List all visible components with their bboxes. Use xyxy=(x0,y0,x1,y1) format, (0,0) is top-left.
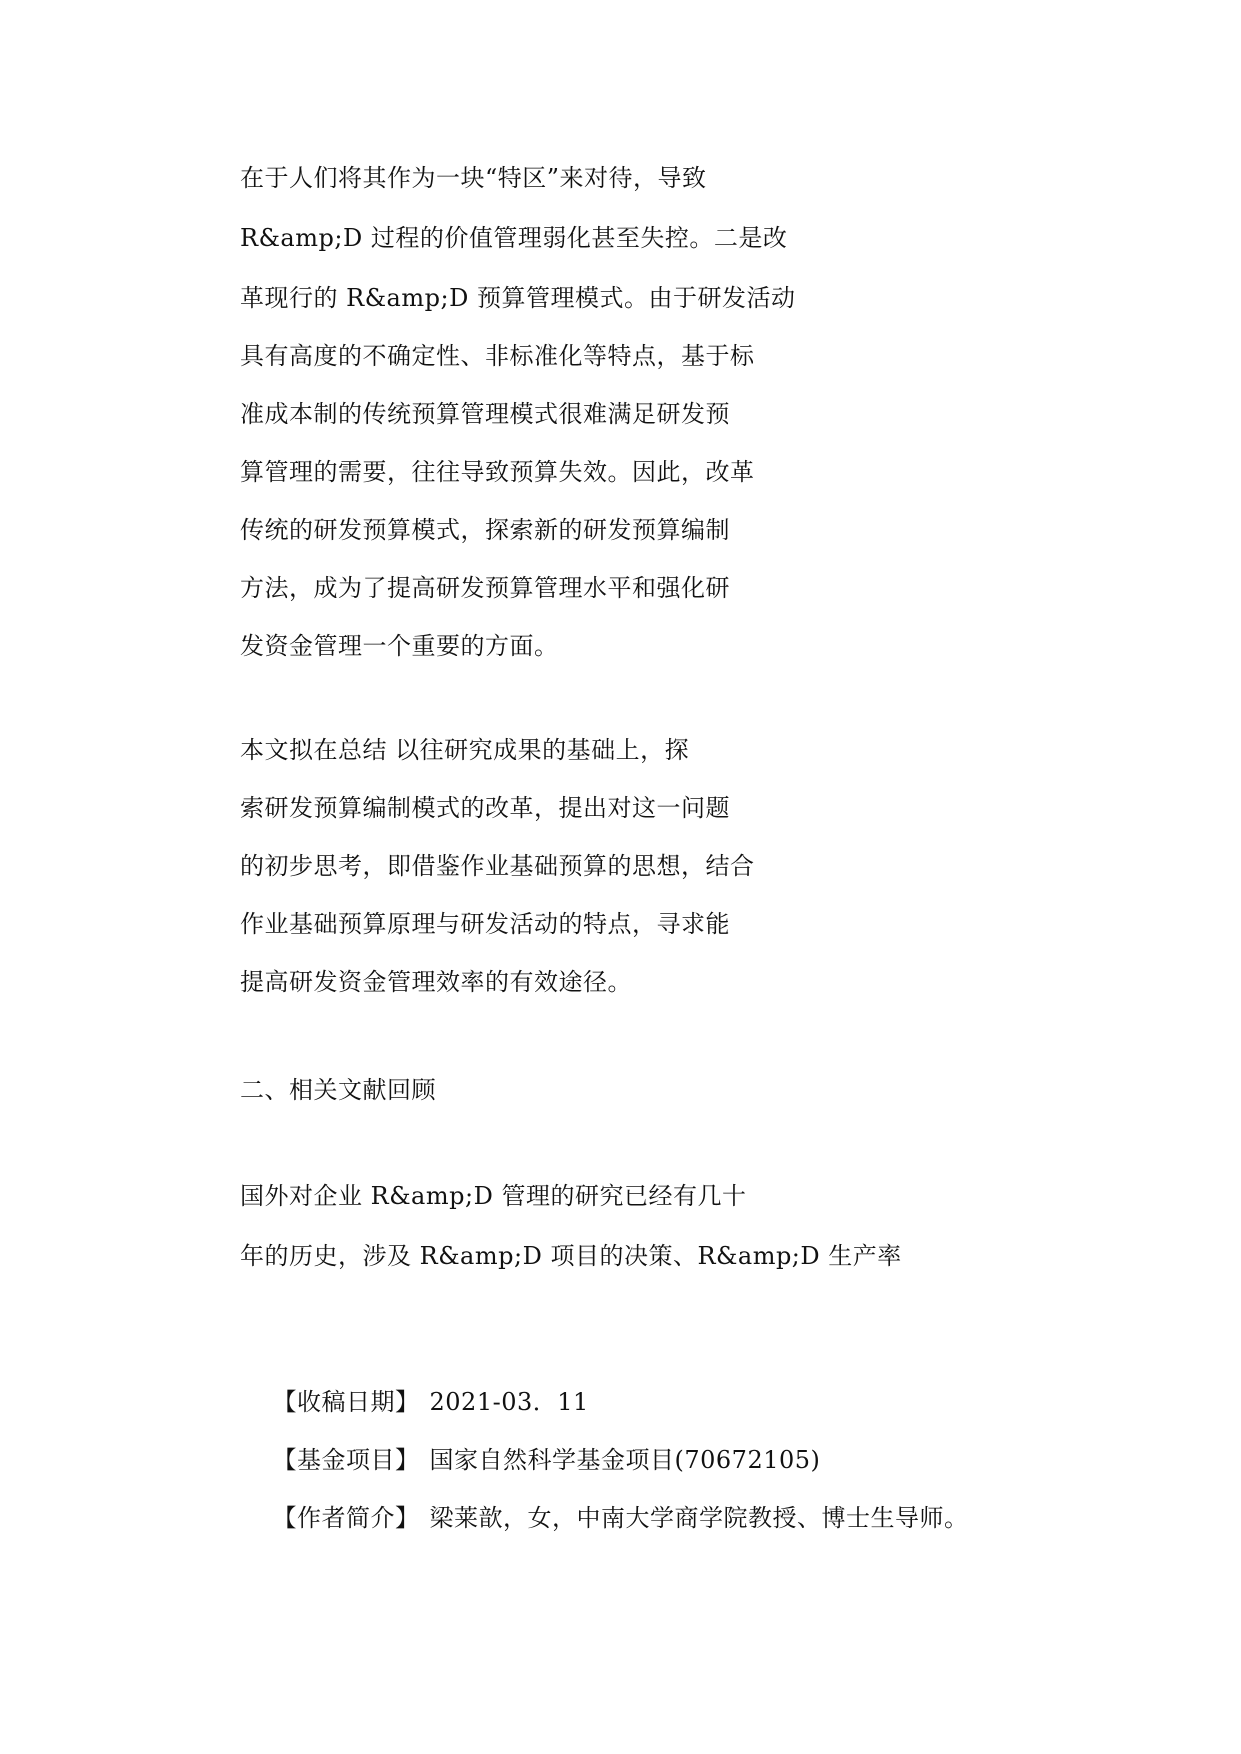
fund-project-value: 国家自然科学基金项目(70672105) xyxy=(429,1446,821,1474)
paragraph3-line-1: 国外对企业 R&amp;D 管理的研究已经有几十 xyxy=(240,1182,747,1210)
paragraph1-line-7: 传统的研发预算模式，探索新的研发预算编制 xyxy=(240,516,730,544)
paragraph1-line-1: 在于人们将其作为一块“特区”来对待，导致 xyxy=(240,164,707,192)
author-bio-value: 梁莱歆，女，中南大学商学院教授、博士生导师。 xyxy=(429,1504,969,1532)
received-date-label: 【收稿日期】 xyxy=(272,1388,420,1416)
paragraph1-line-2: R&amp;D 过程的价值管理弱化甚至失控。二是改 xyxy=(240,224,788,252)
paragraph2-line-5: 提高研发资金管理效率的有效途径。 xyxy=(240,968,632,996)
paragraph1-line-9: 发资金管理一个重要的方面。 xyxy=(240,632,559,660)
section-heading: 二、相关文献回顾 xyxy=(240,1076,436,1104)
paragraph1-line-6: 算管理的需要，往往导致预算失效。因此，改革 xyxy=(240,458,755,486)
paragraph2-line-1: 本文拟在总结 以往研究成果的基础上，探 xyxy=(240,736,690,764)
paragraph3-line-2: 年的历史，涉及 R&amp;D 项目的决策、R&amp;D 生产率 xyxy=(240,1242,902,1270)
author-bio-label: 【作者简介】 xyxy=(272,1504,420,1532)
paragraph1-line-3: 革现行的 R&amp;D 预算管理模式。由于研发活动 xyxy=(240,284,796,312)
paragraph2-line-3: 的初步思考，即借鉴作业基础预算的思想，结合 xyxy=(240,852,755,880)
author-bio-row xyxy=(240,1470,969,1566)
received-date-value: 2021-03．11 xyxy=(429,1388,589,1416)
paragraph1-line-5: 准成本制的传统预算管理模式很难满足研发预 xyxy=(240,400,730,428)
paragraph2-line-2: 索研发预算编制模式的改革，提出对这一问题 xyxy=(240,794,730,822)
paragraph1-line-8: 方法，成为了提高研发预算管理水平和强化研 xyxy=(240,574,730,602)
fund-project-label: 【基金项目】 xyxy=(272,1446,420,1474)
paragraph1-line-4: 具有高度的不确定性、非标准化等特点，基于标 xyxy=(240,342,755,370)
paragraph2-line-4: 作业基础预算原理与研发活动的特点，寻求能 xyxy=(240,910,730,938)
